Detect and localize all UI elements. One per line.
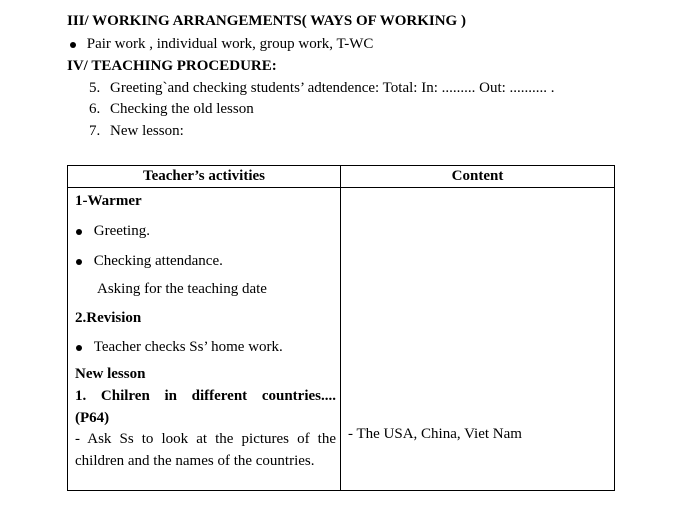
- table-row: [68, 188, 615, 491]
- bullet-icon: [76, 345, 82, 351]
- new-lesson-task-line: children and the names of the countries.: [75, 453, 315, 469]
- list-item-text: Greeting.: [93, 223, 150, 239]
- warmer-title: 1-Warmer: [75, 193, 142, 209]
- content-text: - The USA, China, Viet Nam: [348, 426, 522, 442]
- content-cell: [341, 188, 615, 491]
- step-number: 5.: [89, 80, 101, 96]
- procedure-step: [89, 101, 254, 118]
- step-text: Greeting`and checking students’ adtendence: Total: In: ......... Out: .......... .: [110, 80, 555, 96]
- working-arrangements-text: Pair work , individual work, group work, T-WC: [86, 36, 374, 52]
- step-number: 6.: [89, 101, 101, 117]
- step-text: Checking the old lesson: [110, 101, 254, 117]
- header-content: Content: [341, 166, 615, 188]
- list-item-text: Teacher checks Ss’ home work.: [93, 339, 283, 355]
- warmer-subtext: Asking for the teaching date: [97, 281, 267, 297]
- section-heading-teaching-procedure: IV/ TEACHING PROCEDURE:: [67, 58, 277, 74]
- list-item: [76, 223, 150, 240]
- procedure-step: [89, 123, 184, 140]
- working-arrangements-bullet: [70, 36, 373, 53]
- section-heading-working-arrangements: III/ WORKING ARRANGEMENTS( WAYS OF WORKING ): [67, 13, 466, 29]
- new-lesson-page: (P64): [75, 410, 110, 426]
- new-lesson-title: New lesson: [75, 366, 146, 382]
- list-item: [76, 253, 223, 270]
- list-item: [76, 339, 283, 356]
- step-text: New lesson:: [110, 123, 184, 139]
- new-lesson-task-line: - Ask Ss to look at the pictures of the: [75, 431, 336, 447]
- step-number: 7.: [89, 123, 101, 139]
- lesson-table: [67, 165, 615, 491]
- bullet-icon: [70, 42, 76, 48]
- list-item-text: Checking attendance.: [93, 253, 223, 269]
- header-teachers-activities: Teacher’s activities: [68, 166, 341, 188]
- teacher-activities-cell: [68, 188, 341, 491]
- procedure-step: [89, 80, 555, 97]
- table-header-row: [68, 166, 615, 188]
- new-lesson-item: 1. Chilren in different countries....: [75, 388, 336, 404]
- bullet-icon: [76, 259, 82, 265]
- revision-title: 2.Revision: [75, 310, 142, 326]
- bullet-icon: [76, 229, 82, 235]
